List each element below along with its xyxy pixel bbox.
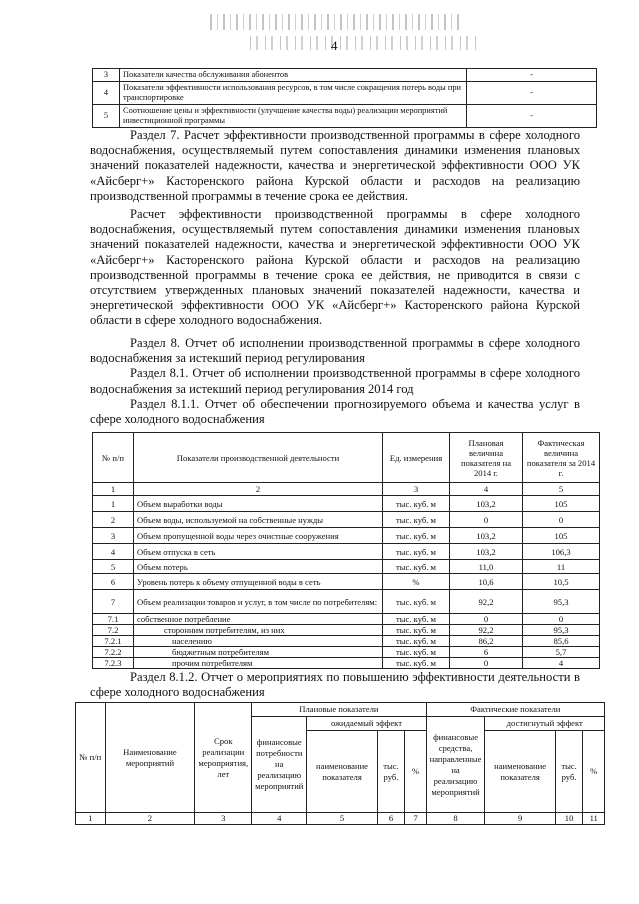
previous-indicators-table (92, 68, 597, 128)
measures-report-table (75, 702, 605, 825)
page-number: 4 (331, 38, 338, 53)
section-8-heading: Раздел 8. Отчет об исполнении производственной программы в сфере холодного водоснабжения за истекший период регулирования (90, 336, 580, 366)
section-7 (90, 128, 580, 329)
section-8-1-2 (90, 670, 580, 700)
table-row: 7.2.1 населению тыс. куб. м 86,2 85,6 (93, 636, 600, 647)
section-7-paragraph: Расчет эффективности производственной программы в сфере холодного водоснабжения, осуществляемый путем сопоставления динамики изменения плановых значений показателей надежности, качества и энергетической эффективности ООО УК «Айсберг+» Касторенского района Курской области и расходов на реализацию производственной программы в течение срока ее действия, не приводится в связи с отсутствием утвержденных плановых значений показателей надежности, качества и энергетической эффективности ООО УК «Айсберг+» Касторенского района Курской области в сфере холодного водоснабжения. (90, 207, 580, 328)
table-row: 1 Объем выработки воды тыс. куб. м 103,2 105 (93, 496, 600, 512)
table-header-row: наименование показателя тыс. руб. % наименование показателя тыс. руб. % (76, 731, 605, 813)
table-row: 4 Объем отпуска в сеть тыс. куб. м 103,2 106,3 (93, 544, 600, 560)
table-row: 7.2.3 прочим потребителям тыс. куб. м 0 4 (93, 658, 600, 669)
table-row: 5 Соотношение цены и эффективности (улучшение качества воды) реализации мероприятий инвестиционной программы - (93, 105, 597, 128)
table-row: 2 Объем воды, используемой на собственные нужды тыс. куб. м 0 0 (93, 512, 600, 528)
table-row: 6 Уровень потерь к объему отпущенной воды в сеть % 10,6 10,5 (93, 574, 600, 590)
table-header-row: № п/п Наименование мероприятий Срок реализации мероприятия, лет Плановые показатели Фактические показатели (76, 703, 605, 717)
section-8 (90, 336, 580, 427)
section-8-1-heading: Раздел 8.1. Отчет об исполнении производственной программы в сфере холодного водоснабжения за истекший период регулирования 2014 год (90, 366, 580, 396)
column-number-row: 1 2 3 4 5 6 7 8 9 10 11 (76, 813, 605, 825)
table-row: 5 Объем потерь тыс. куб. м 11,0 11 (93, 560, 600, 574)
section-7-paragraph: Раздел 7. Расчет эффективности производственной программы в сфере холодного водоснабжения, осуществляемый путем сопоставления динамики изменения плановых значений показателей надежности, качества и энергетической эффективности ООО УК «Айсберг+» Касторенского района Курской области и расходов на реализацию производственной программы в течение срока ее действия. (90, 128, 580, 203)
table-row: 4 Показатели эффективности использования ресурсов, в том числе сокращения потерь воды при транспортировке - (93, 82, 597, 105)
table-header-row: финансовые потребности на реализацию мероприятий ожидаемый эффект финансовые средства, направленные на реализацию мероприятий достигнутый эффект (76, 717, 605, 731)
section-8-1-2-heading: Раздел 8.1.2. Отчет о мероприятиях по повышению эффективности деятельности в сфере холодного водоснабжения (90, 670, 580, 700)
scan-artifact (250, 36, 480, 50)
table-row: 3 Показатели качества обслуживания абонентов - (93, 69, 597, 82)
table-header-row: № п/п Показатели производственной деятельности Ед. измерения Плановая величина показателя на 2014 г. Фактическая величина показателя за 2014 г. (93, 433, 600, 483)
table-row: 7 Объем реализации товаров и услуг, в том числе по потребителям: тыс. куб. м 92,2 95,3 (93, 590, 600, 614)
section-8-1-1-heading: Раздел 8.1.1. Отчет об обеспечении прогнозируемого объема и качества услуг в сфере холодного водоснабжения (90, 396, 580, 427)
table-row: 7.2 сторонним потребителям, из них тыс. куб. м 92,2 95,3 (93, 625, 600, 636)
table-row: 7.2.2 бюджетным потребителям тыс. куб. м 6 5,7 (93, 647, 600, 658)
scan-artifact (210, 14, 460, 30)
column-number-row: 1 2 3 4 5 (93, 483, 600, 496)
volume-report-table (92, 432, 600, 669)
table-row: 7.1 собственное потребление тыс. куб. м 0 0 (93, 614, 600, 625)
table-row: 3 Объем пропущенной воды через очистные сооружения тыс. куб. м 103,2 105 (93, 528, 600, 544)
